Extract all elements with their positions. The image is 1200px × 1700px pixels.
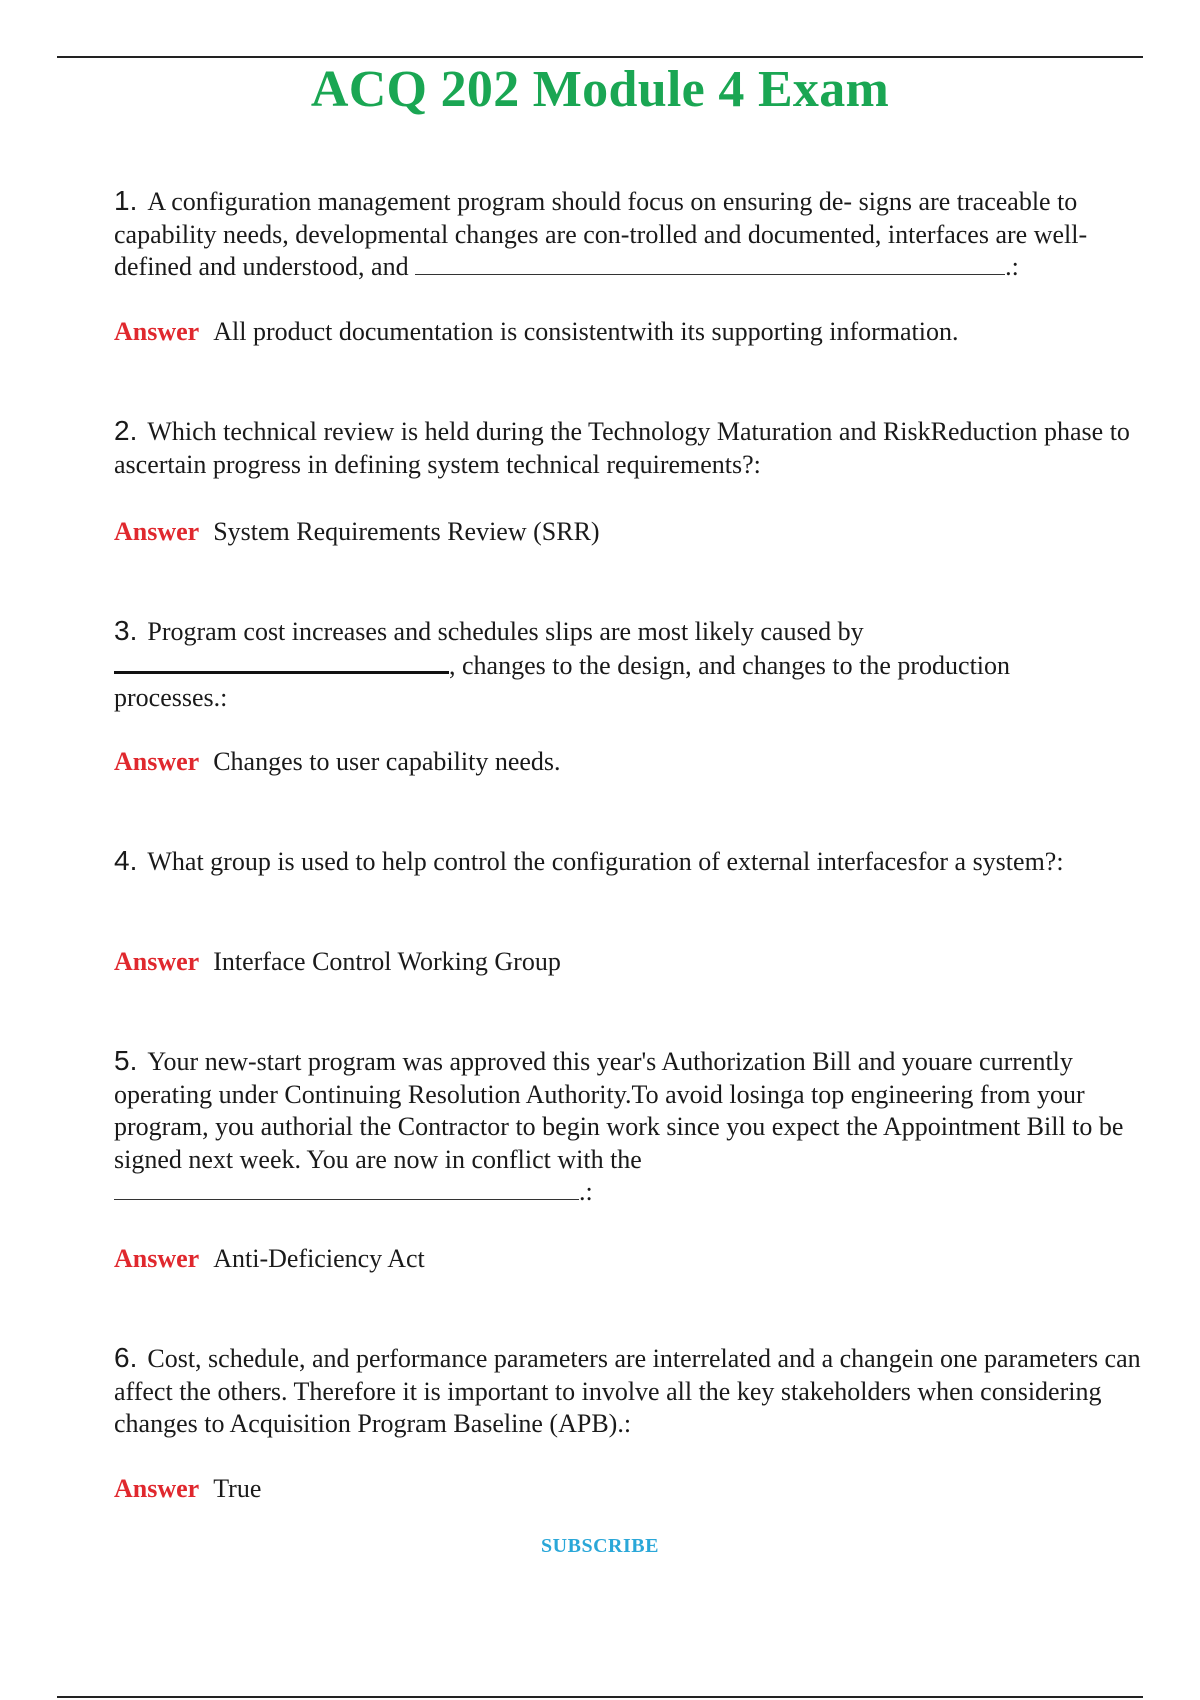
- answer-4: [114, 946, 1144, 978]
- question-text-continued: , changes to the design, and changes to the production: [449, 650, 1011, 680]
- answer-text: Changes to user capability needs.: [213, 747, 561, 776]
- answer-label: Answer: [114, 747, 200, 776]
- answer-text: All product documentation is consistentwith its supporting information.: [213, 317, 959, 346]
- question-number: 1.: [114, 185, 138, 216]
- answer-blank: [114, 649, 449, 674]
- answer-blank: [415, 252, 1005, 275]
- answer-6: [114, 1473, 1144, 1505]
- answer-5: [114, 1243, 1144, 1275]
- answer-label: Answer: [114, 317, 200, 346]
- answer-label: Answer: [114, 1244, 200, 1273]
- question-1: [114, 185, 1144, 284]
- question-text-end: processes.:: [114, 683, 228, 712]
- page-title: ACQ 202 Module 4 Exam: [310, 61, 890, 118]
- question-number: 5.: [114, 1045, 138, 1076]
- question-text: Cost, schedule, and performance parameters are interrelated and a changein one parameters can affect the others. Therefore it is important to involve all the key stakeholders when considering changes to Acquisition Program Baseline (APB).:: [114, 1344, 1141, 1438]
- question-number: 2.: [114, 415, 138, 446]
- answer-label: Answer: [114, 947, 200, 976]
- question-number: 3.: [114, 615, 138, 646]
- question-text: Which technical review is held during the Technology Maturation and RiskReduction phase to ascertain progress in defining system technical requirements?:: [114, 417, 1130, 479]
- answer-1: [114, 316, 1144, 348]
- answer-text: True: [213, 1474, 262, 1503]
- answer-2: [114, 516, 1144, 548]
- answer-3: [114, 746, 1144, 778]
- question-number: 6.: [114, 1342, 138, 1373]
- answer-text: System Requirements Review (SRR): [213, 517, 600, 546]
- question-2: [114, 415, 1144, 481]
- answer-text: Interface Control Working Group: [213, 947, 561, 976]
- answer-text: Anti-Deficiency Act: [213, 1244, 425, 1273]
- bottom-rule: [57, 1696, 1143, 1698]
- question-5: [114, 1045, 1144, 1209]
- question-text-suffix: .:: [579, 1177, 593, 1206]
- question-text: A configuration management program should focus on ensuring de- signs are traceable to capability needs, developmental changes are con-trolled and documented, interfaces are well-defined and understood, and: [114, 187, 1088, 281]
- question-3: [114, 615, 1144, 715]
- question-6: [114, 1342, 1144, 1441]
- answer-label: Answer: [114, 517, 200, 546]
- answer-blank: [114, 1177, 579, 1200]
- question-text: Your new-start program was approved this year's Authorization Bill and youare currently operating under Continuing Resolution Authority.To avoid losinga top engineering from your program, you authorial the Contractor to begin work since you expect the Appointment Bill to be signed next week. You are now in conflict with the: [114, 1047, 1124, 1174]
- subscribe-link[interactable]: SUBSCRIBE: [541, 1535, 659, 1557]
- question-4: [114, 845, 1144, 879]
- question-text-suffix: .:: [1005, 252, 1019, 281]
- question-text: Program cost increases and schedules slips are most likely caused by: [147, 617, 864, 646]
- answer-label: Answer: [114, 1474, 200, 1503]
- question-text: What group is used to help control the configuration of external interfacesfor a system?:: [147, 847, 1064, 876]
- question-number: 4.: [114, 845, 138, 876]
